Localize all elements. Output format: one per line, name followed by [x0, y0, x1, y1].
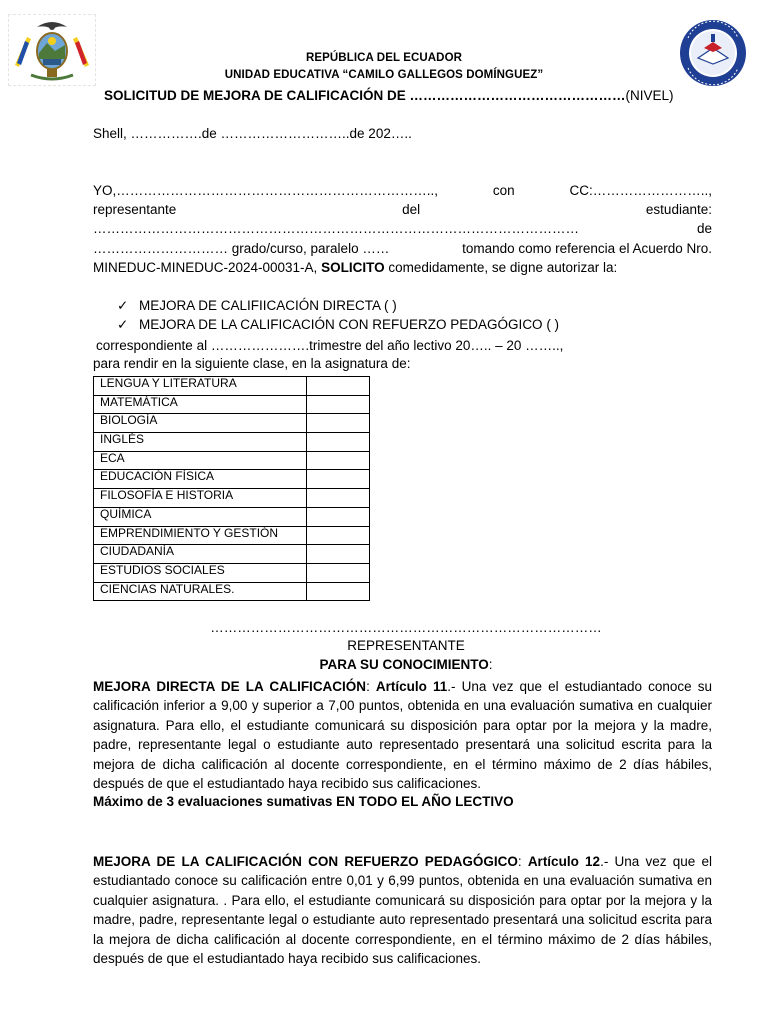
request-row-4 [93, 241, 712, 256]
subjects-table [93, 376, 370, 601]
title-level: (NIVEL) [625, 88, 674, 103]
check-icon: ✓ [117, 298, 129, 313]
subject-mark-cell[interactable] [307, 582, 370, 601]
table-row [94, 433, 370, 452]
direct-article: Artículo 11 [375, 679, 448, 694]
reinforce-text: .- Una vez que el estudiantado conoce su calificación entre 0,01 y 6,99 puntos, obtenida en una evaluación sumativa en cualquier asignatura. . Para ello, el estudiante comunicará su disposición para optar por la mejora y la madre, padre, representante legal o estudiante auto representado presentará una solicitud escrita para la mejora de dicha calificación al docente correspondiente, en el término máximo de 2 días hábiles, después de que el estudiantado haya recibido sus calificaciones. [93, 854, 712, 967]
subject-name: QUÍMICA [94, 507, 307, 526]
subject-mark-cell[interactable] [307, 563, 370, 582]
reinforce-article: Artículo 12 [527, 854, 601, 869]
subject-mark-cell[interactable] [307, 395, 370, 414]
check-icon: ✓ [117, 317, 129, 332]
period-line: correspondiente al ………………….trimestre del año lectivo 20….. – 20 …….., [96, 338, 564, 353]
school-header: UNIDAD EDUCATIVA “CAMILO GALLEGOS DOMÍNGUEZ” [224, 69, 544, 81]
reference-text: tomando como referencia el Acuerdo Nro. [462, 241, 712, 256]
subject-mark-cell[interactable] [307, 377, 370, 396]
option-reinforcement-label: MEJORA DE LA CALIFICACIÓN CON REFUERZO PEDAGÓGICO ( ) [139, 317, 560, 332]
class-line: para rendir en la siguiente clase, en la asignatura de: [93, 356, 411, 371]
request-row-1 [93, 183, 712, 198]
subject-mark-cell[interactable] [307, 545, 370, 564]
option-reinforcement [117, 317, 559, 333]
subject-mark-cell[interactable] [307, 451, 370, 470]
reinforce-title: MEJORA DE LA CALIFICACIÓN CON REFUERZO PEDAGÓGICO [93, 854, 518, 869]
request-title [104, 88, 674, 103]
subject-name: CIENCIAS NATURALES. [94, 582, 307, 601]
subject-mark-cell[interactable] [307, 489, 370, 508]
notice-heading-text: PARA SU CONOCIMIENTO [319, 657, 489, 672]
subject-name: ESTUDIOS SOCIALES [94, 563, 307, 582]
subject-mark-cell[interactable] [307, 414, 370, 433]
request-row-2 [93, 202, 712, 217]
table-row [94, 582, 370, 601]
signature-line: …………………………………………………………………………… [210, 620, 602, 635]
student-name-field: ……………………………………………………………………………………………… [93, 221, 579, 236]
direct-title: MEJORA DIRECTA DE LA CALIFICACIÓN [93, 679, 367, 694]
signature-label: REPRESENTANTE [347, 638, 465, 653]
subject-mark-cell[interactable] [307, 433, 370, 452]
table-row [94, 545, 370, 564]
title-main: SOLICITUD DE MEJORA DE CALIFICACIÓN DE ………………………………………… [104, 88, 626, 103]
table-row [94, 563, 370, 582]
article-12-paragraph [93, 852, 712, 968]
option-direct-label: MEJORA DE CALIFIICACIÓN DIRECTA ( ) [139, 298, 397, 313]
place-date-line: Shell, …………….de ………………………..de 202….. [93, 126, 412, 141]
table-row [94, 395, 370, 414]
request-rest: comedidamente, se digne autorizar la: [388, 260, 618, 275]
notice-heading [0, 657, 768, 672]
subject-name: FILOSOFÍA E HISTORIA [94, 489, 307, 508]
subject-name: MATEMÁTICA [94, 395, 307, 414]
subject-name: EDUCACIÓN FÍSICA [94, 470, 307, 489]
subject-name: LENGUA Y LITERATURA [94, 377, 307, 396]
table-row [94, 451, 370, 470]
yo-field: YO,…………………………………………………………….., [93, 183, 439, 198]
del-word: del [402, 202, 421, 217]
subject-name: CIUDADANÍA [94, 545, 307, 564]
table-row [94, 414, 370, 433]
estudiante-word: estudiante: [645, 202, 712, 217]
agreement-code: MINEDUC-MINEDUC-2024-00031-A, [93, 260, 318, 275]
table-row [94, 489, 370, 508]
representante-word: representante [93, 202, 177, 217]
subject-name: INGLÉS [94, 433, 307, 452]
subject-name: ECA [94, 451, 307, 470]
table-row [94, 507, 370, 526]
con-word: con [492, 183, 515, 198]
subject-name: EMPRENDIMIENTO Y GESTIÓN [94, 526, 307, 545]
country-header: REPÚBLICA DEL ECUADOR [305, 52, 463, 64]
table-row [94, 470, 370, 489]
notice-heading-colon: : [488, 657, 493, 672]
subject-name: BIOLOGÍA [94, 414, 307, 433]
article-11-paragraph [93, 677, 712, 793]
table-row [94, 377, 370, 396]
option-direct [117, 298, 397, 314]
max-evaluations-note: Máximo de 3 evaluaciones sumativas EN TODO EL AÑO LECTIVO [93, 794, 514, 809]
subject-mark-cell[interactable] [307, 507, 370, 526]
request-row-5 [93, 260, 617, 275]
table-row [94, 526, 370, 545]
de-word: de [696, 221, 712, 236]
reinforce-sep: : [517, 854, 528, 869]
direct-sep: : [366, 679, 376, 694]
solicito-word: SOLICITO [321, 260, 385, 275]
request-row-3 [93, 221, 712, 236]
cc-field: CC:…………………….., [569, 183, 712, 198]
subject-mark-cell[interactable] [307, 470, 370, 489]
direct-text: .- Una vez que el estudiantado conoce su calificación inferior a 9,00 y superior a 7,00 puntos, obtenida en una evaluación sumativa en cualquier asignatura. Para ello, el estudiante comunicará su disposición para optar por la mejora y la madre, padre, representante legal o estudiante auto representado presentará una solicitud escrita para la mejora de dicha calificación al docente correspondiente, en el término máximo de 2 días hábiles, después de que el estudiantado haya recibido sus calificaciones. [93, 679, 712, 792]
subject-mark-cell[interactable] [307, 526, 370, 545]
grade-field: ………………………… grado/curso, paralelo …… [93, 241, 390, 256]
